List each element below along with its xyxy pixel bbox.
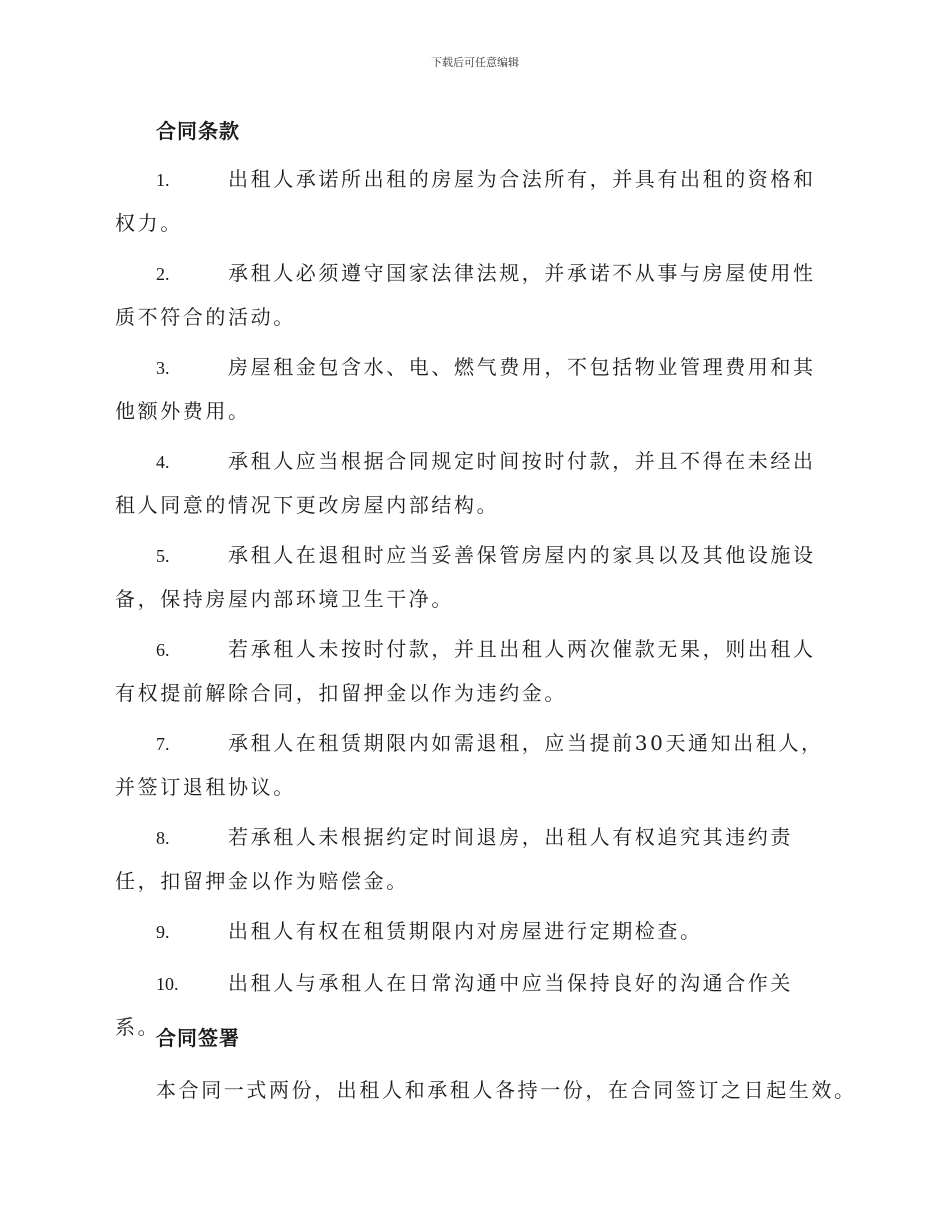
- clause-8: [115, 816, 835, 903]
- clause-number: 1.: [156, 170, 170, 190]
- clause-number: 8.: [156, 828, 170, 848]
- clause-number: 3.: [156, 358, 170, 378]
- clause-number: 5.: [156, 546, 170, 566]
- clause-text: 承租人在租赁期限内如需退租，应当提前30天通知出租人，并签订退租协议。: [115, 731, 824, 799]
- clause-7: [115, 722, 835, 809]
- clause-6: [115, 628, 835, 715]
- clause-4: [115, 440, 835, 527]
- clause-1: [115, 158, 835, 245]
- clause-number: 10.: [156, 974, 179, 994]
- clause-2: [115, 252, 835, 339]
- clause-3: [115, 346, 835, 433]
- clause-text: 承租人必须遵守国家法律法规，并承诺不从事与房屋使用性质不符合的活动。: [115, 261, 816, 329]
- clause-text: 若承租人未按时付款，并且出租人两次催款无果，则出租人有权提前解除合同，扣留押金以作为违约金。: [115, 637, 816, 705]
- clause-text: 出租人与承租人在日常沟通中应当保持良好的沟通合作关系。: [115, 971, 793, 1039]
- clause-text: 若承租人未根据约定时间退房，出租人有权追究其违约责任，扣留押金以作为赔偿金。: [115, 825, 793, 893]
- clause-9: [115, 910, 835, 954]
- clause-5: [115, 534, 835, 621]
- section-title-signing: 合同签署: [156, 1026, 240, 1050]
- clause-text: 房屋租金包含水、电、燃气费用，不包括物业管理费用和其他额外费用。: [115, 355, 816, 423]
- clause-number: 7.: [156, 734, 170, 754]
- clause-text: 出租人有权在租赁期限内对房屋进行定期检查。: [228, 919, 703, 943]
- header-note: 下载后可任意编辑: [431, 56, 519, 69]
- clause-number: 2.: [156, 264, 170, 284]
- section-title-terms: 合同条款: [156, 119, 240, 143]
- clause-text: 承租人在退租时应当妥善保管房屋内的家具以及其他设施设备，保持房屋内部环境卫生干净。: [115, 543, 816, 611]
- clause-number: 4.: [156, 452, 170, 472]
- clause-text: 出租人承诺所出租的房屋为合法所有，并具有出租的资格和权力。: [115, 167, 816, 235]
- signing-paragraph: 本合同一式两份，出租人和承租人各持一份，在合同签订之日起生效。: [156, 1078, 857, 1102]
- clause-number: 9.: [156, 922, 170, 942]
- clause-number: 6.: [156, 640, 170, 660]
- clause-text: 承租人应当根据合同规定时间按时付款，并且不得在未经出租人同意的情况下更改房屋内部结构。: [115, 449, 816, 517]
